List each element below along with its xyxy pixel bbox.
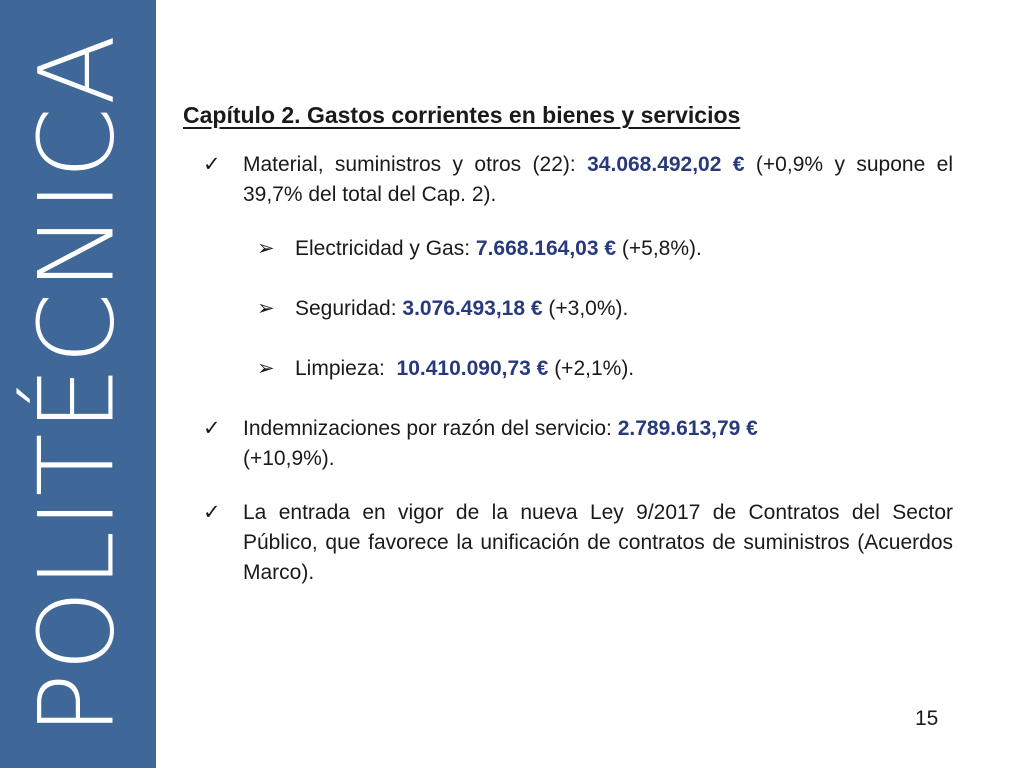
item-amount: 7.668.164,03 €: [475, 237, 617, 260]
item-amount: 10.410.090,73 €: [396, 357, 549, 380]
item-text-after: (+0,9% y supone el 39,7% del total del Cap. 2).: [243, 153, 954, 206]
item-text-after: (+3,0%).: [542, 297, 629, 320]
list-item-indemnizaciones: [183, 414, 953, 474]
slide-content: [183, 100, 953, 612]
item-text: Material, suministros y otros (22):: [243, 153, 588, 176]
checkmark-icon: ✓: [203, 153, 221, 176]
sub-item-limpieza: [183, 354, 953, 384]
checkmark-icon: ✓: [203, 501, 221, 524]
checkmark-icon: ✓: [203, 417, 221, 440]
sub-item-electricidad: [183, 234, 953, 264]
arrow-bullet-icon: ➢: [257, 237, 275, 260]
sidebar-title: POLITÉCNICA: [17, 32, 138, 736]
sidebar-band: [0, 0, 156, 768]
page-number: 15: [915, 707, 939, 730]
arrow-bullet-icon: ➢: [257, 357, 275, 380]
item-amount: 34.068.492,02 €: [587, 153, 745, 176]
list-item-ley-contratos: [183, 498, 953, 588]
arrow-bullet-icon: ➢: [257, 297, 275, 320]
item-text: Indemnizaciones por razón del servicio:: [243, 417, 618, 440]
item-text-after: (+2,1%).: [548, 357, 635, 380]
sub-item-seguridad: [183, 294, 953, 324]
item-amount: 3.076.493,18 €: [402, 297, 543, 320]
slide-title: Capítulo 2. Gastos corrientes en bienes y servicios: [183, 102, 741, 128]
item-text-after: (+5,8%).: [616, 237, 702, 260]
item-text: Seguridad:: [295, 297, 403, 320]
item-text: Electricidad y Gas:: [295, 237, 476, 260]
list-item-material: [183, 150, 953, 210]
item-text: La entrada en vigor de la nueva Ley 9/2017 de Contratos del Sector Público, que favorece la unificación de contratos de suministros (Acuerdos Marco).: [243, 501, 953, 584]
item-text-after: (+10,9%).: [243, 447, 335, 470]
item-amount: 2.789.613,79 €: [617, 417, 758, 440]
item-text: Limpieza:: [295, 357, 397, 380]
